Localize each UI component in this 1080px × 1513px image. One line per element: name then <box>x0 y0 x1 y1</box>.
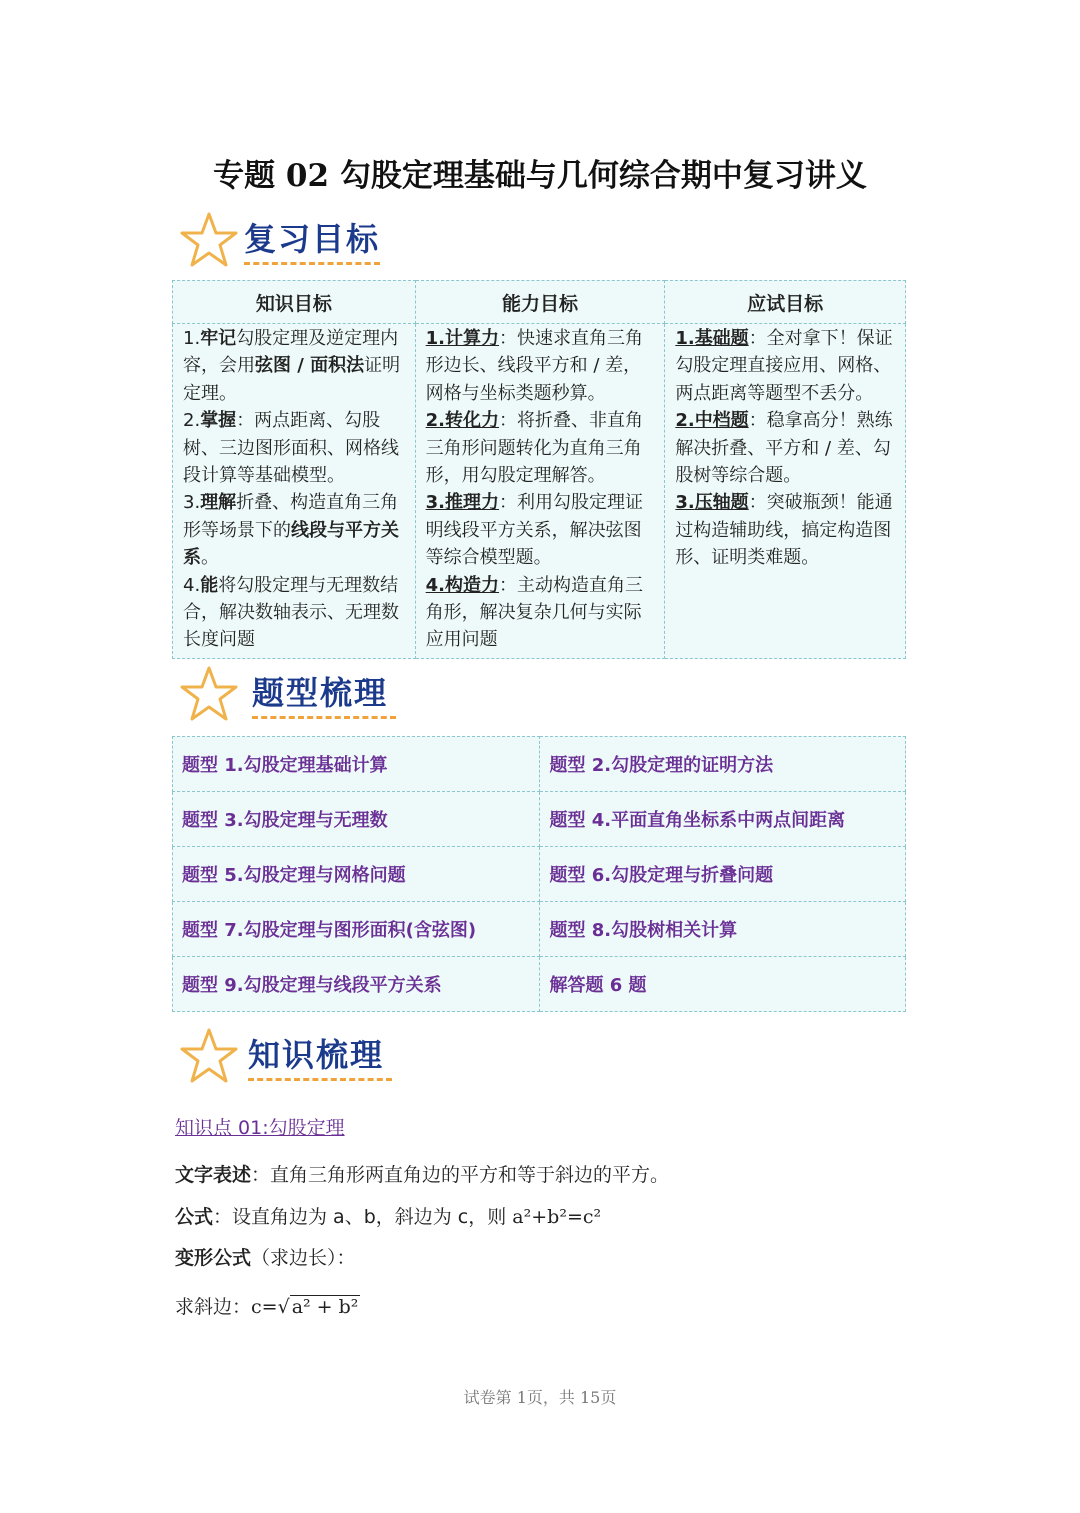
type-cell[interactable]: 解答题 6 题 <box>540 957 906 1012</box>
goal-item: 1.计算力：快速求直角三角形边长、线段平方和 / 差，网格与坐标类题秒算。 <box>425 328 644 404</box>
type-cell[interactable]: 题型 1.勾股定理基础计算 <box>173 737 540 792</box>
goal-item: 1.基础题：全对拿下！保证勾股定理直接应用、网格、两点距离等题型不丢分。 <box>675 328 893 404</box>
knowledge-point-title[interactable]: 知识点 01:勾股定理 <box>175 1117 345 1139</box>
goal-item: 3.压轴题：突破瓶颈！能通过构造辅助线，搞定构造图形、证明类难题。 <box>675 492 893 569</box>
transform-line <box>175 1243 356 1270</box>
type-cell[interactable]: 题型 3.勾股定理与无理数 <box>173 792 540 847</box>
goal-item: 1.牢记勾股定理及逆定理内容，会用弦图 / 面积法证明定理。 <box>183 328 401 404</box>
star-icon <box>178 664 240 724</box>
section-underline <box>252 716 396 719</box>
hypotenuse-math-prefix: c=√ <box>251 1296 290 1318</box>
formula-value: ：设直角边为 a、b，斜边为 c，则 <box>213 1206 513 1228</box>
goal-item: 2.掌握：两点距离、勾股树、三边图形面积、网格线段计算等基础模型。 <box>183 410 399 487</box>
formula-math: a²+b²=c² <box>512 1206 602 1228</box>
hypotenuse-line <box>175 1292 360 1319</box>
goal-item: 3.理解折叠、构造直角三角形等场景下的线段与平方关系。 <box>183 492 399 569</box>
type-cell[interactable]: 题型 2.勾股定理的证明方法 <box>540 737 906 792</box>
goals-cell-knowledge <box>173 324 416 659</box>
formula-line <box>175 1202 601 1229</box>
hypotenuse-label: 求斜边： <box>175 1296 252 1318</box>
type-cell[interactable]: 题型 9.勾股定理与线段平方关系 <box>173 957 540 1012</box>
formula-label: 公式 <box>175 1206 214 1228</box>
text-statement-line <box>175 1160 669 1187</box>
goals-cell-ability <box>415 324 665 659</box>
document-title: 专题 02 勾股定理基础与几何综合期中复习讲义 <box>213 158 867 194</box>
goals-table <box>172 280 906 659</box>
goals-cell-exam <box>665 324 906 659</box>
goals-header-exam: 应试目标 <box>665 281 906 324</box>
section-underline <box>248 1078 392 1081</box>
type-cell[interactable]: 题型 7.勾股定理与图形面积(含弦图) <box>173 902 540 957</box>
section-title: 复习目标 <box>244 220 381 258</box>
section-title: 知识梳理 <box>248 1036 385 1074</box>
hypotenuse-radicand: a² + b² <box>291 1296 359 1318</box>
page-footer: 试卷第 1页，共 15页 <box>463 1388 617 1407</box>
goals-header-ability: 能力目标 <box>415 281 665 324</box>
goal-item: 4.能将勾股定理与无理数结合，解决数轴表示、无理数长度问题 <box>183 574 399 651</box>
goal-item: 2.转化力：将折叠、非直角三角形问题转化为直角三角形，用勾股定理解答。 <box>425 410 644 487</box>
section-title: 题型梳理 <box>252 674 389 712</box>
goal-item: 2.中档题：稳拿高分！熟练解决折叠、平方和 / 差、勾股树等综合题。 <box>675 410 893 487</box>
text-statement-value: ：直角三角形两直角边的平方和等于斜边的平方。 <box>251 1164 670 1186</box>
type-cell[interactable]: 题型 4.平面直角坐标系中两点间距离 <box>540 792 906 847</box>
goal-item: 4.构造力：主动构造直角三角形，解决复杂几何与实际应用问题 <box>425 574 644 651</box>
type-cell[interactable]: 题型 5.勾股定理与网格问题 <box>173 847 540 902</box>
text-statement-label: 文字表述 <box>175 1164 252 1186</box>
goals-header-knowledge: 知识目标 <box>173 281 416 324</box>
star-icon <box>178 210 240 270</box>
transform-label: 变形公式 <box>175 1247 252 1269</box>
star-icon <box>178 1026 240 1086</box>
goal-item: 3.推理力：利用勾股定理证明线段平方关系，解决弦图等综合模型题。 <box>425 492 644 569</box>
section-underline <box>244 262 380 265</box>
question-types-table <box>172 736 906 1012</box>
type-cell[interactable]: 题型 6.勾股定理与折叠问题 <box>540 847 906 902</box>
type-cell[interactable]: 题型 8.勾股树相关计算 <box>540 902 906 957</box>
transform-value: （求边长）： <box>251 1247 356 1269</box>
